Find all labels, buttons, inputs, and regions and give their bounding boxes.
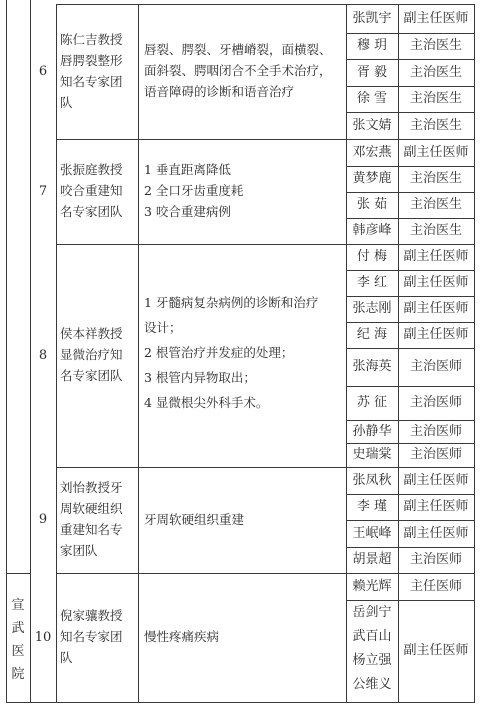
team-name-line: 倪家骧教授 [60,608,123,623]
member-title: 主任医师 [409,578,462,594]
member-name: 李 瑾 [356,499,388,514]
member-title: 副主任医师 [403,499,469,514]
hospital-label-char: 院 [11,667,25,682]
member-title: 主治医师 [409,447,462,462]
description-line: 2 全口牙齿重度耗 [144,183,244,198]
member-name: 纪 海 [356,327,388,342]
member-name: 武百山 [352,629,392,644]
member-title: 主治医生 [409,64,462,80]
member-name: 张文婧 [352,117,392,133]
hospital-label-char: 武 [11,621,25,636]
team-name-line: 侯本祥教授 [60,326,123,341]
col-line-desc [346,4,347,702]
member-title: 主治医生 [409,117,462,133]
member-name: 胥 毅 [356,64,388,80]
member-title: 主治医师 [409,552,462,567]
member-row-line [346,296,475,297]
team-name-line: 队 [60,94,73,110]
description-line: 慢性疼痛疾病 [144,629,220,644]
member-name: 付 梅 [356,249,388,264]
member-row-line [346,386,475,387]
member-name: 公维义 [352,677,392,692]
member-name: 张 茹 [356,197,388,212]
team-name-line: 队 [60,650,73,665]
col-line-member [398,4,399,702]
description-line: 1 牙髓病复杂病例的诊断和治疗 [144,295,319,310]
row-separator [56,467,475,468]
member-title: 副主任医师 [403,275,469,290]
border-bottom [6,702,475,703]
description-line: 2 根管治疗并发症的处理； [144,345,294,360]
member-row-line [346,192,475,193]
member-title: 副主任医师 [403,249,469,264]
member-title: 主治医师 [409,423,462,439]
team-name-line: 张振庭教授 [60,162,123,177]
col-line-no [56,4,57,702]
member-name: 张凤秋 [352,472,392,488]
member-name: 赖光辉 [352,578,392,594]
row-separator [56,573,475,574]
member-title: 副主任医师 [403,525,469,541]
member-title: 主治医师 [409,395,462,410]
member-row-line [346,322,475,323]
team-name-line: 唇腭裂整形 [60,52,123,68]
member-row-line [346,443,475,444]
team-name-line: 名专家团队 [60,204,123,219]
team-name-line: 名专家团队 [60,368,123,383]
team-number: 10 [34,629,52,645]
row-separator [56,4,475,5]
member-row-line [346,348,475,349]
team-name-line: 陈仁吉教授 [60,31,123,47]
member-name: 韩彦峰 [352,223,392,238]
member-title: 副主任医师 [403,327,469,342]
member-title: 主治医生 [409,38,462,53]
member-row-line [346,270,475,271]
member-row-line [346,166,475,167]
description-line: 4 显微根尖外科手术。 [144,395,269,410]
member-row-line [346,547,475,548]
description-line: 唇裂、腭裂、牙槽嵴裂，面横裂、 [144,42,332,57]
member-title: 主治医生 [409,223,462,238]
member-name: 邓宏燕 [352,144,392,160]
member-name: 史瑞棠 [352,447,392,462]
team-number: 7 [38,183,48,199]
member-title: 主治医生 [409,171,462,186]
team-name-line: 家团队 [60,543,98,558]
member-row-line [346,86,475,87]
member-name: 徐 雪 [356,91,388,106]
team-name-line: 知名专家团 [60,629,123,644]
hospital-divider [6,573,30,574]
member-row-line [346,33,475,34]
row-separator [56,244,475,245]
member-title: 副主任医师 [403,472,469,488]
team-name-line: 重建知名专 [60,522,123,537]
description-line: 1 垂直距离降低 [144,162,231,177]
member-row-line [346,112,475,113]
col-line-team [138,4,139,702]
member-name: 王岷峰 [352,525,392,541]
member-title: 主治医师 [409,359,462,374]
team-name-line: 显微治疗知 [60,347,123,362]
team-name-line: 咬合重建知 [60,183,123,198]
hospital-label-char: 医 [11,644,25,659]
description-line: 3 根管内异物取出； [144,370,256,385]
member-title: 副主任医师 [403,10,469,26]
member-row-line [346,218,475,219]
member-name: 李 红 [356,275,388,290]
border-right [474,4,475,702]
description-line: 设计； [144,320,182,335]
member-row-line [346,59,475,60]
description-line: 牙周软硬组织重建 [144,511,245,527]
description-line: 语音障碍的诊断和语音治疗 [144,84,295,99]
member-title: 副主任医师 [403,643,469,658]
member-title: 副主任医师 [403,301,469,316]
member-title: 主治医生 [409,91,462,106]
team-number: 8 [38,347,48,363]
hospital-label-char: 宣 [11,598,25,613]
team-name-line: 知名专家团 [60,73,123,89]
member-row-line [346,600,475,601]
description-line: 面斜裂、腭咽闭合不全手术治疗， [144,63,332,78]
team-number: 6 [38,63,48,79]
description-line: 3 咬合重建病例 [144,204,231,219]
member-title: 主治医生 [409,197,462,212]
member-name: 胡景超 [352,552,392,567]
member-name: 张凯宇 [352,10,392,26]
member-name: 苏 征 [356,395,388,410]
member-name: 岳剑宁 [352,605,392,620]
team-name-line: 刘怡教授牙 [60,480,123,495]
member-name: 孙静华 [352,423,392,439]
member-row-line [346,520,475,521]
member-title: 副主任医师 [403,144,469,160]
member-name: 黄梦鹿 [352,171,392,186]
member-name: 张志刚 [352,301,392,316]
member-name: 杨立强 [352,653,392,668]
team-name-line: 周软硬组织 [60,501,123,516]
member-name: 穆 玥 [356,38,388,53]
team-number: 9 [38,512,48,527]
row-separator [56,139,475,140]
member-name: 张海英 [352,359,392,374]
member-row-line [346,494,475,495]
